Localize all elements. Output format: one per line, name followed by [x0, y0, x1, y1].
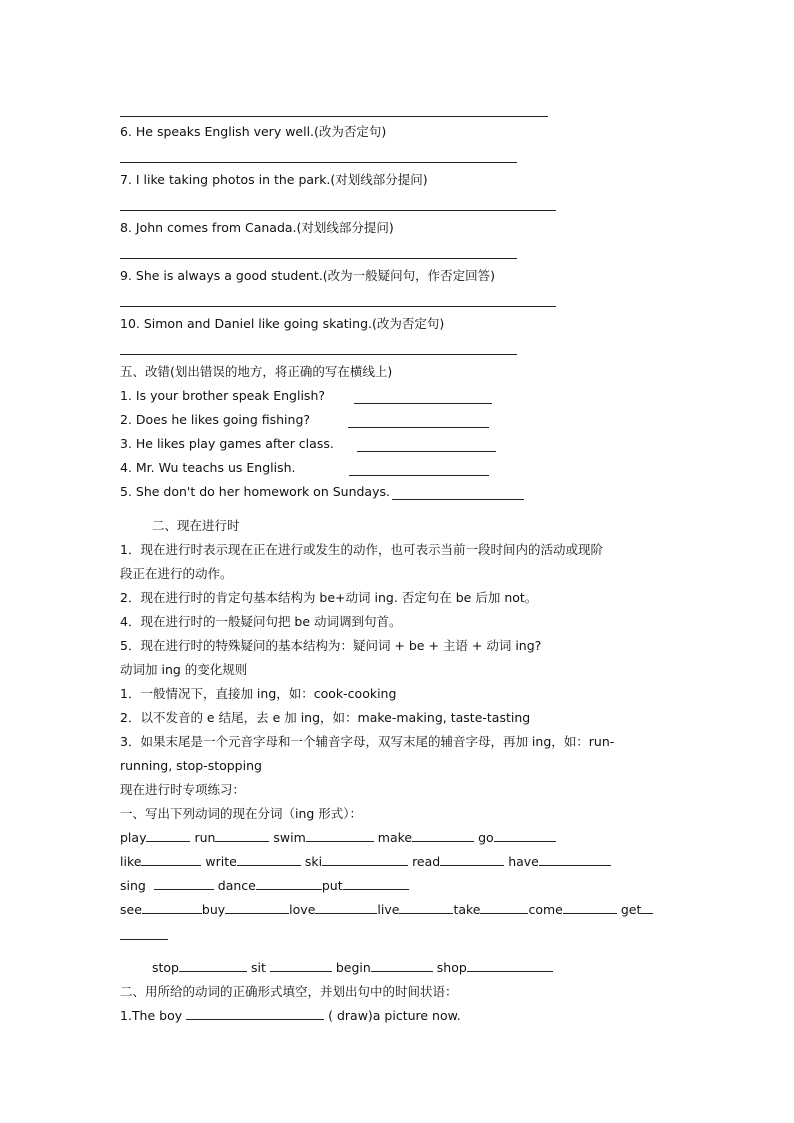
rule-line: 1．现在进行时表示现在正在进行或发生的动作，也可表示当前一段时间内的活动或现阶	[120, 542, 603, 557]
correction-item: 4. Mr. Wu teachs us English.	[120, 460, 296, 475]
correction-item: 2. Does he likes going fishing?	[120, 412, 311, 427]
blank[interactable]	[256, 878, 322, 890]
blank[interactable]	[412, 830, 474, 842]
verb-row	[120, 830, 556, 846]
blank[interactable]	[371, 960, 433, 972]
verb: shop	[436, 960, 467, 975]
verb: sit	[250, 960, 266, 975]
blank[interactable]	[480, 902, 528, 914]
answer-line[interactable]	[120, 939, 168, 940]
verb: read	[412, 854, 441, 869]
blank[interactable]	[225, 902, 289, 914]
exercise-item: 8. John comes from Canada.(对划线部分提问)	[120, 220, 394, 235]
answer-line	[120, 258, 517, 259]
verb: like	[120, 854, 142, 869]
correction-item: 1. Is your brother speak English?	[120, 388, 326, 403]
correction-item: 3. He likes play games after class.	[120, 436, 334, 451]
rule-line: 段正在进行的动作。	[120, 566, 233, 581]
blank[interactable]	[142, 902, 202, 914]
blank[interactable]	[146, 830, 190, 842]
verb: write	[205, 854, 237, 869]
correction-item: 5. She don't do her homework on Sundays.	[120, 484, 390, 499]
verb: have	[508, 854, 539, 869]
ing-rule: running, stop-stopping	[120, 758, 262, 773]
rule-line: 2．现在进行时的肯定句基本结构为 be+动词 ing. 否定句在 be 后加 not。	[120, 590, 538, 605]
ing-rule: 3．如果末尾是一个元音字母和一个辅音字母，双写末尾的辅音字母，再加 ing，如：run-	[120, 734, 615, 749]
section-title: 二、现在进行时	[152, 518, 240, 533]
section-heading: 五、改错(划出错误的地方，将正确的写在横线上)	[120, 364, 393, 379]
part1-heading: 一、写出下列动词的现在分词（ing 形式）：	[120, 806, 363, 821]
verb: dance	[217, 878, 256, 893]
verb: get	[620, 902, 642, 917]
verb: buy	[201, 902, 226, 917]
verb: run	[194, 830, 216, 845]
answer-line[interactable]	[348, 427, 489, 428]
exercise-item: 6. He speaks English very well.(改为否定句)	[120, 124, 387, 139]
answer-line	[120, 116, 548, 117]
verb: come	[528, 902, 563, 917]
exercise-item: 10. Simon and Daniel like going skating.(改为否定句)	[120, 316, 445, 331]
verb-row	[120, 854, 611, 870]
verb: swim	[273, 830, 306, 845]
answer-line[interactable]	[349, 475, 489, 476]
blank[interactable]	[539, 854, 611, 866]
fill-question: 1.The boy ( draw)a picture now.	[120, 1008, 461, 1023]
blank[interactable]	[179, 960, 247, 972]
verb: ski	[304, 854, 323, 869]
verb: make	[377, 830, 413, 845]
blank[interactable]	[440, 854, 504, 866]
verb: live	[377, 902, 400, 917]
verb: play	[120, 830, 147, 845]
blank[interactable]	[343, 878, 409, 890]
blank[interactable]	[494, 830, 556, 842]
answer-line[interactable]	[354, 403, 492, 404]
verb-row	[120, 902, 653, 918]
answer-line	[120, 306, 556, 307]
answer-line[interactable]	[392, 499, 524, 500]
blank[interactable]	[186, 1008, 324, 1020]
blank[interactable]	[270, 960, 332, 972]
answer-line[interactable]	[357, 451, 496, 452]
blank[interactable]	[322, 854, 408, 866]
verb: sing	[120, 878, 146, 893]
verb: take	[453, 902, 481, 917]
answer-line	[120, 162, 517, 163]
blank[interactable]	[154, 878, 214, 890]
answer-line	[120, 354, 517, 355]
rule-line: 4．现在进行时的一般疑问句把 be 动词调到句首。	[120, 614, 402, 629]
blank[interactable]	[641, 902, 653, 914]
blank[interactable]	[215, 830, 269, 842]
verb: stop	[152, 960, 179, 975]
verb: go	[478, 830, 494, 845]
verb-row	[120, 878, 409, 894]
blank[interactable]	[315, 902, 377, 914]
ing-rule: 2．以不发音的 e 结尾，去 e 加 ing，如：make-making, taste-tasting	[120, 710, 531, 725]
answer-line	[120, 210, 556, 211]
blank[interactable]	[306, 830, 374, 842]
blank[interactable]	[141, 854, 201, 866]
verb: begin	[335, 960, 371, 975]
ing-heading: 动词加 ing 的变化规则	[120, 662, 248, 677]
exercise-item: 7. I like taking photos in the park.(对划线部分提问)	[120, 172, 428, 187]
blank[interactable]	[467, 960, 553, 972]
practice-heading: 现在进行时专项练习：	[120, 782, 246, 797]
verb: see	[120, 902, 142, 917]
ing-rule: 1．一般情况下，直接加 ing，如：cook-cooking	[120, 686, 397, 701]
rule-line: 5．现在进行时的特殊疑问的基本结构为：疑问词 + be + 主语 + 动词 ing?	[120, 638, 542, 653]
blank[interactable]	[399, 902, 453, 914]
verb: love	[289, 902, 316, 917]
verb-row	[152, 960, 553, 976]
exercise-item: 9. She is always a good student.(改为一般疑问句，作否定回答)	[120, 268, 496, 283]
blank[interactable]	[563, 902, 617, 914]
part2-heading: 二、用所给的动词的正确形式填空，并划出句中的时间状语：	[120, 984, 458, 999]
blank[interactable]	[237, 854, 301, 866]
verb: put	[321, 878, 343, 893]
